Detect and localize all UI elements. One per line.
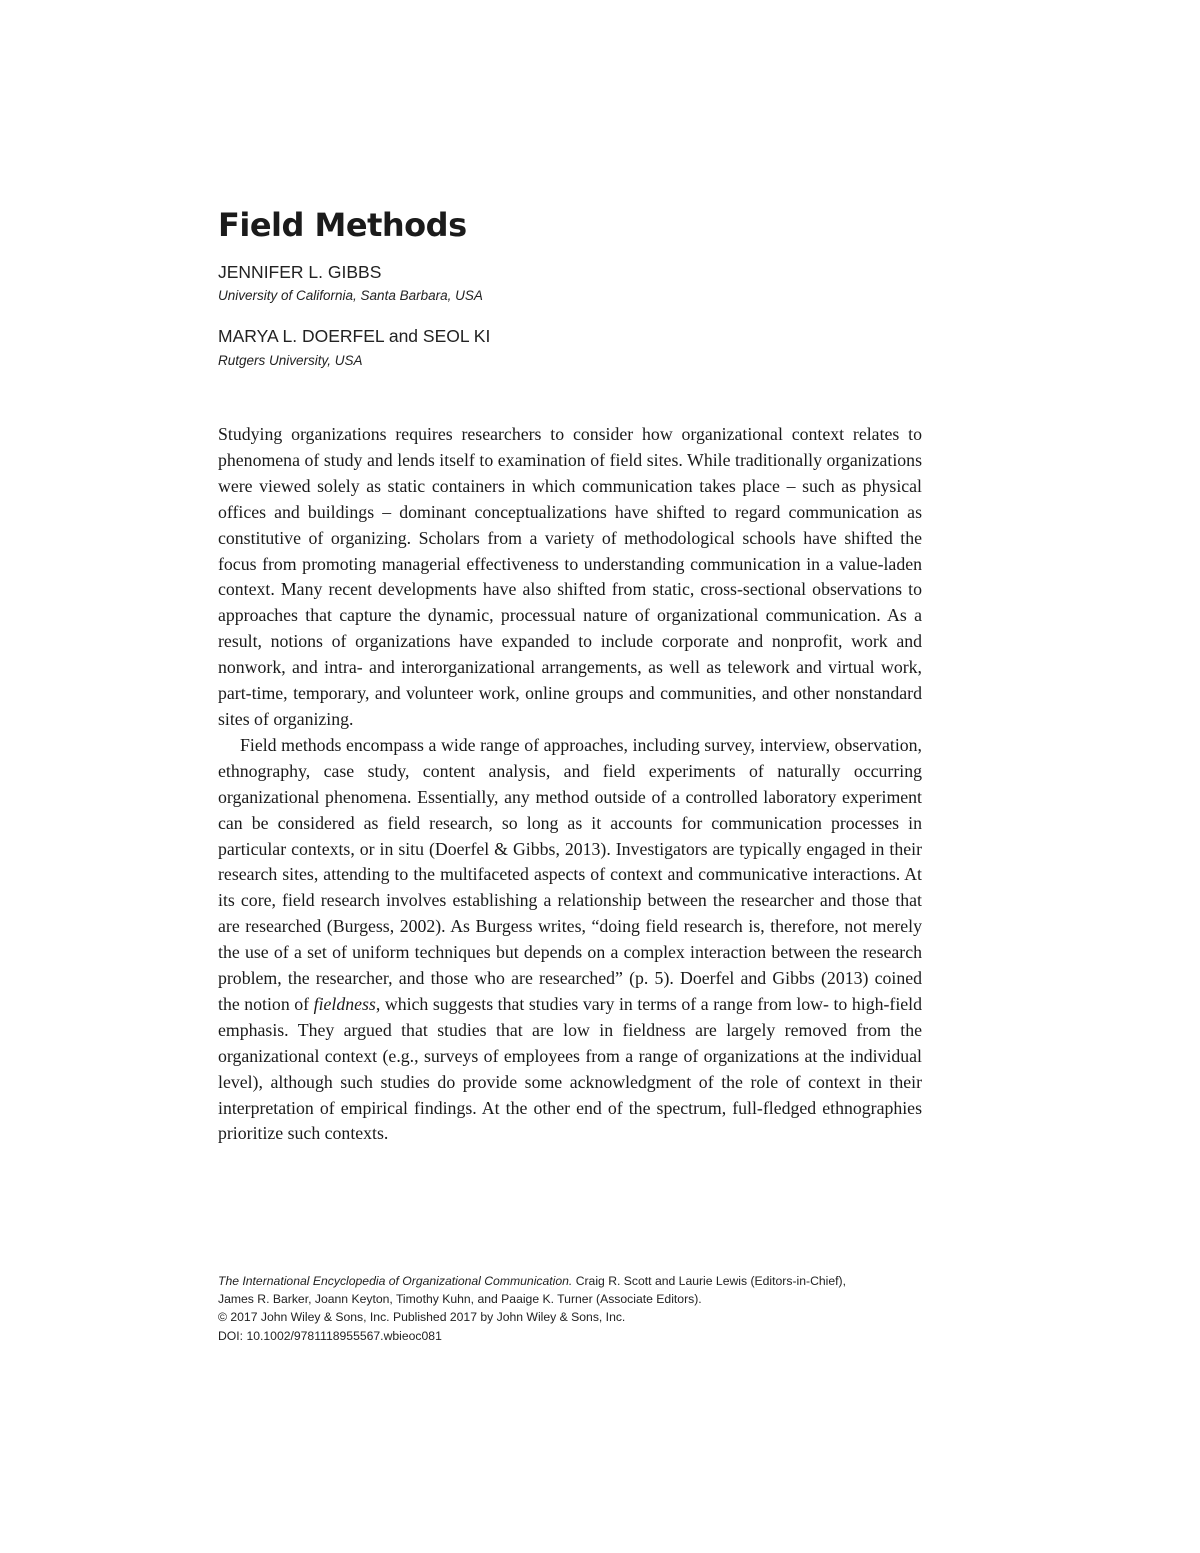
body-paragraph-2-part-b: , which suggests that studies vary in terms of a range from low- to high-field emphasis. They argued that studies that are low in fieldness are largely removed from the organizational context (e.g., surveys of employees from a range of organizations at the individual level), although such studies do provide some acknowledgment of the role of context in their interpretation of empirical findings. At the other end of the spectrum, full-fledged ethnographies prioritize such contexts. xyxy=(218,993,922,1144)
associate-editors: James R. Barker, Joann Keyton, Timothy Kuhn, and Paaige K. Turner (Associate Editors). xyxy=(218,1292,702,1307)
citation-footer xyxy=(218,1272,922,1345)
footer-source-line xyxy=(218,1272,922,1290)
doi-line: DOI: 10.1002/9781118955567.wbieoc081 xyxy=(218,1328,442,1343)
author-line-2: MARYA L. DOERFEL and SEOL KI xyxy=(218,326,491,346)
article-title: Field Methods xyxy=(218,206,467,244)
affiliation-line-2: Rutgers University, USA xyxy=(218,353,363,368)
affiliation-line-1: University of California, Santa Barbara, USA xyxy=(218,288,483,303)
editors-in-chief: Craig R. Scott and Laurie Lewis (Editors-in-Chief), xyxy=(572,1274,846,1288)
author-line-1: JENNIFER L. GIBBS xyxy=(218,262,382,282)
article-body xyxy=(218,422,922,1147)
body-paragraph-2-part-a: Field methods encompass a wide range of approaches, including survey, interview, observation, ethnography, case study, content analysis, and field experiments of naturally occurring organizational phenomena. Essentially, any method outside of a controlled laboratory experiment can be considered as field research, so long as it accounts for communication processes in particular contexts, or in situ (Doerfel & Gibbs, 2013). Investigators are typically engaged in their research sites, attending to the multifaceted aspects of context and communicative interactions. At its core, field research involves establishing a relationship between the researcher and those that are researched (Burgess, 2002). As Burgess writes, “doing field research is, therefore, not merely the use of a set of uniform techniques but depends on a complex interaction between the research problem, the researcher, and those who are researched” (p. 5). Doerfel and Gibbs (2013) coined the notion of xyxy=(218,734,922,1014)
copyright-line: © 2017 John Wiley & Sons, Inc. Published 2017 by John Wiley & Sons, Inc. xyxy=(218,1310,626,1325)
body-paragraph-2 xyxy=(218,733,922,1148)
body-paragraph-1: Studying organizations requires researchers to consider how organizational context relates to phenomena of study and lends itself to examination of field sites. While traditionally organizations were viewed solely as static containers in which communication takes place – such as physical offices and buildings – dominant conceptualizations have shifted to regard communication as constitutive of organizing. Scholars from a variety of methodological schools have shifted the focus from promoting managerial effectiveness to understanding communication in a value-laden context. Many recent developments have also shifted from static, cross-sectional observations to approaches that capture the dynamic, processual nature of organizational communication. As a result, notions of organizations have expanded to include corporate and nonprofit, work and nonwork, and intra- and interorganizational arrangements, as well as telework and virtual work, part-time, temporary, and volunteer work, online groups and communities, and other nonstandard sites of organizing. xyxy=(218,424,922,729)
fieldness-term: fieldness xyxy=(313,993,376,1014)
encyclopedia-title: The International Encyclopedia of Organizational Communication. xyxy=(218,1274,573,1288)
